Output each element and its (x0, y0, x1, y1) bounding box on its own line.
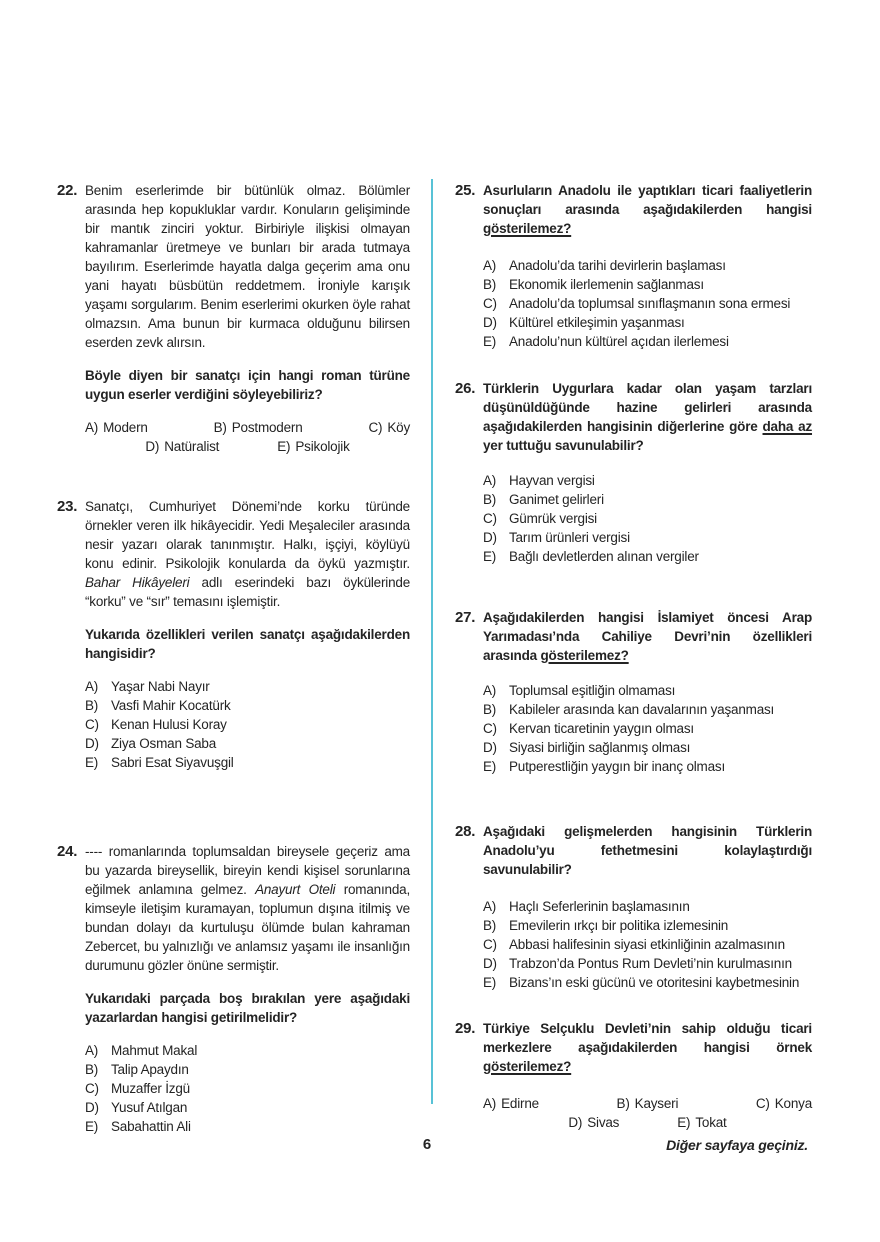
option-row (483, 528, 812, 547)
stem-text: Böyle diyen bir sanatçı için hangi roman türüne uygun eserler verdiğini söyleyebiliriz? (85, 368, 410, 402)
question-body (85, 497, 410, 611)
stem-text: Aşağıdaki gelişmelerden hangisinin Türklerin Anadolu’yu fethetmesini kolaylaştırdığı savunulabilir? (483, 824, 812, 877)
option-text: Kenan Hulusi Koray (111, 717, 227, 732)
option-label: A) (483, 473, 497, 488)
question-stem (85, 989, 410, 1027)
underline-text: gösterilemez? (540, 648, 629, 663)
option-row (483, 256, 812, 275)
option-row (214, 418, 303, 437)
option-row (85, 1098, 410, 1117)
option-text: Muzaffer İzgü (111, 1081, 190, 1096)
option-row (483, 916, 812, 935)
option-text: Modern (103, 420, 148, 435)
question-stem (483, 608, 812, 665)
question-stem (85, 625, 410, 663)
option-label: E) (85, 755, 99, 770)
stem-text: Yukarıda özellikleri verilen sanatçı aşağıdakilerden hangisidir? (85, 627, 410, 661)
option-row (368, 418, 410, 437)
option-label: C) (755, 1096, 770, 1111)
question-number: 26. (455, 380, 476, 397)
option-text: Anadolu’nun kültürel açıdan ilerlemesi (509, 334, 729, 349)
option-row (145, 437, 219, 456)
option-text: Haçlı Seferlerinin başlamasının (509, 899, 690, 914)
option-text: Abbasi halifesinin siyasi etkinliğinin azalmasının (509, 937, 785, 952)
stem-text: yer tuttuğu savunulabilir? (483, 438, 644, 453)
option-label: D) (85, 736, 99, 751)
option-text: Ekonomik ilerlemenin sağlanması (509, 277, 704, 292)
option-label: C) (483, 511, 497, 526)
option-row (85, 715, 410, 734)
option-label: B) (483, 492, 497, 507)
option-row (568, 1113, 619, 1132)
options-list (483, 897, 812, 992)
question-number: 27. (455, 609, 476, 626)
option-text: Trabzon’da Pontus Rum Devleti’nin kurulmasının (509, 956, 792, 971)
question-27 (455, 608, 812, 776)
italic-title: Bahar Hikâyeleri (85, 575, 190, 590)
question-29 (455, 1019, 812, 1132)
option-label: A) (483, 899, 497, 914)
option-label: D) (483, 740, 497, 755)
option-text: Putperestliğin yaygın bir inanç olması (509, 759, 726, 774)
options-list (483, 1094, 812, 1132)
question-number: 23. (57, 498, 78, 515)
italic-title: Anayurt Oteli (255, 882, 336, 897)
option-text: Kabileler arasında kan davalarının yaşanması (509, 702, 775, 717)
body-text: ---- romanlarında toplumsaldan bireysele geçeriz ama bu yazarda bireysellik, bireyin kendi kişisel sorunlarına eğilmek anlamına gelmez. (85, 844, 410, 897)
option-label: E) (277, 439, 291, 454)
question-stem (483, 822, 812, 879)
question-stem (85, 366, 410, 404)
option-label: D) (483, 315, 497, 330)
option-row (483, 738, 812, 757)
underline-text: gösterilemez? (483, 221, 572, 236)
option-label: B) (483, 277, 497, 292)
option-label: E) (483, 759, 497, 774)
option-label: D) (568, 1115, 583, 1130)
option-label: A) (85, 679, 99, 694)
option-row (85, 1041, 410, 1060)
option-label: E) (85, 1119, 99, 1134)
option-row (483, 509, 812, 528)
stem-text: Türklerin Uygurlara kadar olan yaşam tarzları düşünüldüğünde hazine gelirleri arasında aşağıdakilerden hangisinin diğerlerine göre (483, 381, 812, 434)
options-list (85, 677, 410, 772)
option-text: Sabahattin Ali (111, 1119, 191, 1134)
option-text: Sabri Esat Siyavuşgil (111, 755, 234, 770)
option-text: Kültürel etkileşimin yaşanması (509, 315, 685, 330)
option-text: Anadolu’da tarihi devirlerin başlaması (509, 258, 726, 273)
option-row (756, 1094, 812, 1113)
option-row (677, 1113, 726, 1132)
question-stem (483, 181, 812, 238)
option-label: C) (483, 296, 497, 311)
options-list (85, 1041, 410, 1136)
option-label: D) (483, 530, 497, 545)
left-column (57, 0, 410, 1242)
option-label: A) (483, 1096, 497, 1111)
option-text: Siyasi birliğin sağlanmış olması (509, 740, 691, 755)
body-text: Benim eserlerimde bir bütünlük olmaz. Bölümler arasında hep kopukluklar vardır. Konuların gelişiminde bir mantık zinciri yoktur. Birbiriyle ilişkisi olmayan kahramanlar üretmeye ve bunları bir arada tutmaya bayılırım. Eserlerimde hayatla dalga geçerim ama onu yani hayatı büsbütün reddetmem. İroniyle karışık yaşamı sorgularım. Benim eserlerimi okurken öyle rahat olmazsın. Ama bunun bir kurmaca olduğunu bilirsen eserden zevk alırsın. (85, 183, 410, 350)
option-text: Edirne (501, 1096, 539, 1111)
option-row (483, 294, 812, 313)
option-text: Sivas (587, 1115, 620, 1130)
option-row (85, 1060, 410, 1079)
option-row (483, 935, 812, 954)
option-row (277, 437, 349, 456)
options-list (483, 471, 812, 566)
option-label: B) (483, 918, 497, 933)
option-text: Postmodern (231, 420, 303, 435)
option-row (85, 696, 410, 715)
option-label: D) (483, 956, 497, 971)
question-28 (455, 822, 812, 992)
right-column (455, 0, 812, 1242)
option-row (483, 332, 812, 351)
option-row (483, 973, 812, 992)
option-text: Vasfi Mahir Kocatürk (111, 698, 231, 713)
option-text: Yaşar Nabi Nayır (111, 679, 210, 694)
option-text: Hayvan vergisi (509, 473, 595, 488)
option-row (85, 1117, 410, 1136)
option-label: C) (368, 420, 383, 435)
question-number: 24. (57, 843, 78, 860)
stem-text: Aşağıdakilerden hangisi İslamiyet öncesi Arap Yarımadası’nda Cahiliye Devri’nin özellikleri arasında (483, 610, 812, 663)
option-text: Talip Apaydın (111, 1062, 189, 1077)
option-text: Kayseri (634, 1096, 679, 1111)
option-text: Bizans’ın eski gücünü ve otoritesini kaybetmesinin (509, 975, 800, 990)
question-26 (455, 379, 812, 566)
option-label: D) (85, 1100, 99, 1115)
option-text: Emevilerin ırkçı bir politika izlemesinin (509, 918, 729, 933)
option-text: Konya (774, 1096, 812, 1111)
body-text: romanında, kimseyle iletişim kuramayan, toplumun dışına itilmiş ve bundan dolayı da kurtuluşu ölümde bulan kahraman Zebercet, bu yalnızlığı ve anlamsız yaşamı ile insanlığın durumunu gözler önüne sermiştir. (85, 882, 410, 973)
option-text: Ganimet gelirleri (509, 492, 604, 507)
question-body (85, 181, 410, 352)
option-row (483, 700, 812, 719)
option-text: Kervan ticaretinin yaygın olması (509, 721, 694, 736)
option-row (483, 757, 812, 776)
option-row (483, 471, 812, 490)
option-row (85, 418, 148, 437)
footer-note: Diğer sayfaya geçiniz. (666, 1137, 808, 1153)
option-row (483, 547, 812, 566)
options-row-2 (85, 437, 410, 456)
column-divider (431, 179, 433, 1104)
body-text: adlı eserindeki bazı öykülerinde “korku” ve “sır” temasını işlemiştir. (85, 575, 410, 609)
option-text: Tarım ürünleri vergisi (509, 530, 630, 545)
options-row-1 (85, 418, 410, 437)
option-text: Natüralist (164, 439, 220, 454)
stem-text: Türkiye Selçuklu Devleti’nin sahip olduğu ticari merkezlere aşağıdakilerden hangisi örnek (483, 1021, 812, 1055)
options-list (483, 256, 812, 351)
option-label: C) (483, 721, 497, 736)
option-label: A) (483, 683, 497, 698)
question-number: 25. (455, 182, 476, 199)
option-row (483, 719, 812, 738)
option-text: Mahmut Makal (111, 1043, 198, 1058)
option-label: C) (483, 937, 497, 952)
question-number: 22. (57, 182, 78, 199)
option-row (483, 954, 812, 973)
option-text: Ziya Osman Saba (111, 736, 217, 751)
question-25 (455, 181, 812, 351)
option-label: B) (616, 1096, 630, 1111)
option-row (85, 734, 410, 753)
option-text: Tokat (695, 1115, 727, 1130)
options-list (85, 418, 410, 456)
option-label: D) (145, 439, 160, 454)
option-label: B) (213, 420, 227, 435)
stem-text: Asurluların Anadolu ile yaptıkları ticari faaliyetlerin sonuçları arasında aşağıdakilerden hangisi (483, 183, 812, 217)
option-text: Psikolojik (295, 439, 350, 454)
options-row-1 (483, 1094, 812, 1113)
option-row (483, 681, 812, 700)
option-row (483, 490, 812, 509)
question-number: 28. (455, 823, 476, 840)
option-label: B) (85, 1062, 99, 1077)
option-text: Köy (387, 420, 410, 435)
option-text: Gümrük vergisi (509, 511, 597, 526)
option-label: B) (483, 702, 497, 717)
option-text: Bağlı devletlerden alınan vergiler (509, 549, 699, 564)
option-row (85, 677, 410, 696)
question-22 (57, 181, 410, 456)
option-row (85, 1079, 410, 1098)
option-row (85, 753, 410, 772)
option-row (483, 897, 812, 916)
options-list (483, 681, 812, 776)
options-row-2 (483, 1113, 812, 1132)
underline-text: gösterilemez? (483, 1059, 572, 1074)
option-label: A) (483, 258, 497, 273)
body-text: Sanatçı, Cumhuriyet Dönemi’nde korku türünde örnekler veren ilk hikâyecidir. Yedi Meşaleciler arasında nesir yazarı olarak tanınmıştır. Halkı, işçiyi, köylüyü konu edinir. Psikolojik konularda da öykü yazmıştır. (85, 499, 410, 571)
question-23 (57, 497, 410, 772)
option-row (483, 313, 812, 332)
page-number: 6 (422, 1136, 432, 1153)
underline-text: daha az (762, 419, 813, 434)
question-stem (483, 379, 812, 455)
option-label: E) (483, 549, 497, 564)
option-label: C) (85, 717, 99, 732)
option-label: B) (85, 698, 99, 713)
option-label: E) (483, 975, 497, 990)
option-row (483, 275, 812, 294)
option-text: Anadolu’da toplumsal sınıflaşmanın sona ermesi (509, 296, 791, 311)
option-label: E) (677, 1115, 691, 1130)
question-24 (57, 842, 410, 1136)
option-label: A) (85, 1043, 99, 1058)
option-label: C) (85, 1081, 99, 1096)
option-label: E) (483, 334, 497, 349)
question-stem (483, 1019, 812, 1076)
option-label: A) (85, 420, 99, 435)
option-row (617, 1094, 679, 1113)
question-number: 29. (455, 1020, 476, 1037)
option-row (483, 1094, 539, 1113)
option-text: Toplumsal eşitliğin olmaması (509, 683, 676, 698)
question-body (85, 842, 410, 975)
option-text: Yusuf Atılgan (111, 1100, 188, 1115)
stem-text: Yukarıdaki parçada boş bırakılan yere aşağıdaki yazarlardan hangisi getirilmelidir? (85, 991, 410, 1025)
